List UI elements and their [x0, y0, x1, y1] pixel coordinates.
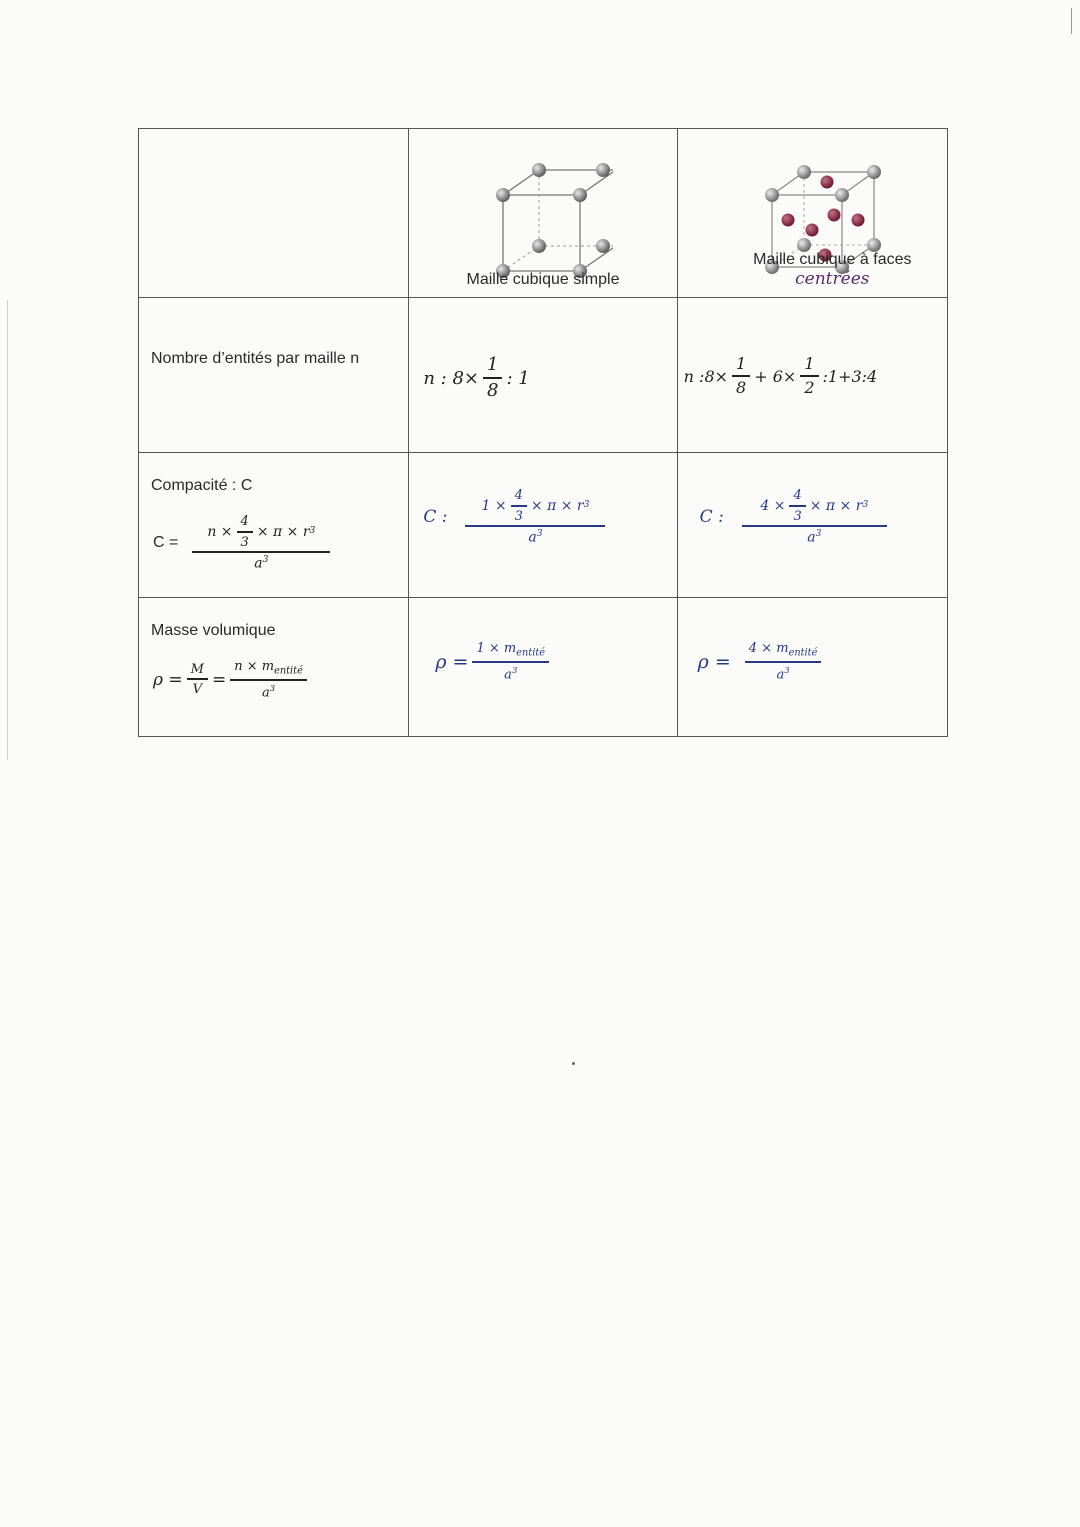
simple-cubic-caption: Maille cubique simple — [466, 271, 620, 288]
scan-speck — [572, 1062, 575, 1065]
fcc-compactness-cell — [677, 453, 947, 598]
label-cell-compactness — [139, 453, 409, 598]
row-label-compactness: Compacité : C — [151, 477, 253, 494]
header-row — [139, 129, 948, 298]
density-general-formula: ρ = $\frac{M}{V}$ = $\frac{n \times m_{entité}}{a^3}$ — [153, 660, 311, 700]
fcc-caption-printed: Maille cubique à faces — [753, 251, 912, 268]
simple-entities-formula: n : 8 × $\frac{1}{8}$ : 1 — [423, 354, 530, 401]
empty-header-cell — [139, 129, 409, 298]
simple-entities-cell — [409, 298, 677, 453]
fcc-entities-formula: n : 8 × $\frac{1}{8}$ + 6 × $\frac{1}{2}$ : 1+3 : 4 — [683, 354, 878, 397]
fcc-density-formula: ρ = $\frac{4 \times m_{entité}}{a^3}$ — [698, 642, 826, 682]
crystal-cell-table — [138, 128, 948, 737]
label-cell-entities — [139, 298, 409, 453]
fraction-one-eighth: $\frac{1}{8}$ — [732, 356, 750, 397]
fcc-header — [677, 129, 947, 298]
simple-compactness-cell — [409, 453, 677, 598]
fraction-one-half: $\frac{1}{2}$ — [800, 356, 818, 397]
fcc-density-cell — [677, 598, 947, 737]
simple-cubic-header — [409, 129, 677, 298]
fcc-caption — [678, 251, 947, 289]
fcc-compactness-formula: C : 4 × $\frac{4}{3}$ × π × r 3 $a^3$ — [700, 489, 891, 546]
compactness-general-formula: C = n × $\frac{4}{3}$ × π × r 3 $a^3$ — [153, 515, 334, 572]
fcc-caption-handwritten: centrées — [795, 269, 870, 289]
simple-cubic-cell-icon — [473, 153, 613, 278]
scan-edge-mark — [1071, 8, 1072, 34]
simple-density-formula: ρ = $\frac{1 \times m_{entité}}{a^3}$ — [435, 642, 553, 682]
fcc-entities-cell — [677, 298, 947, 453]
simple-density-cell — [409, 598, 677, 737]
row-density — [139, 598, 948, 737]
row-compactness — [139, 453, 948, 598]
scan-margin-line — [7, 300, 8, 760]
row-label-density: Masse volumique — [151, 622, 276, 639]
row-entities-per-cell — [139, 298, 948, 453]
fraction-one-eighth: $\frac{1}{8}$ — [483, 356, 502, 401]
simple-compactness-formula: C : 1 × $\frac{4}{3}$ × π × r 3 $a^3$ — [423, 489, 609, 546]
label-cell-density — [139, 598, 409, 737]
row-label-entities: Nombre d’entités par maille n — [151, 350, 360, 367]
